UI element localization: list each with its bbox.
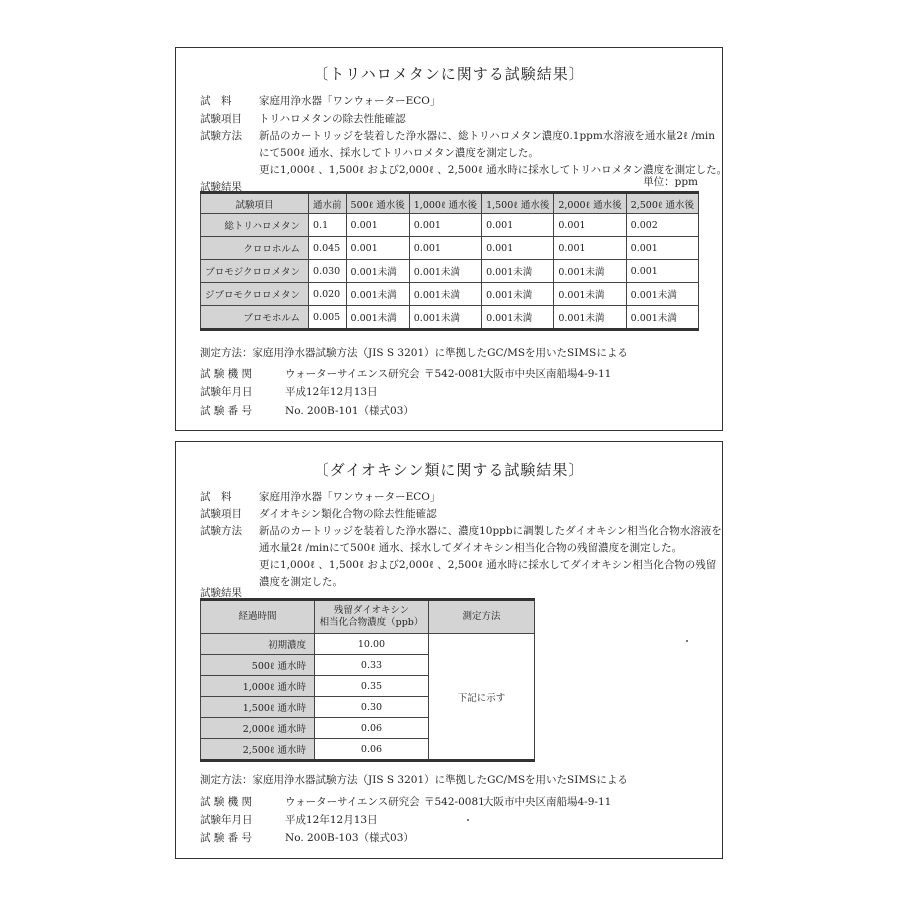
sample-value: 家庭用浄水器「ワンウォーターECO」 bbox=[259, 95, 441, 107]
table-header: 500ℓ 通水後 bbox=[346, 193, 409, 214]
org-value: ウォーターサイエンス研究会 bbox=[285, 368, 420, 380]
sample-label: 試 料 bbox=[200, 491, 232, 503]
table-cell: 0.001 bbox=[482, 214, 554, 237]
item-value: トリハロメタンの除去性能確認 bbox=[259, 113, 406, 125]
table-header bbox=[315, 600, 429, 634]
item-label: 試験項目 bbox=[200, 113, 242, 125]
table-cell: 0.001 bbox=[482, 237, 554, 260]
method-label: 試験方法 bbox=[200, 130, 242, 142]
table-cell: 0.1 bbox=[309, 214, 347, 237]
row-label: 1,500ℓ 通水時 bbox=[201, 697, 315, 718]
report-title: 〔ダイオキシン類に関する試験結果〕 bbox=[313, 461, 585, 479]
row-label: 総トリハロメタン bbox=[201, 214, 309, 237]
method-line-3: 更に1,000ℓ 、1,500ℓ および2,000ℓ 、2,500ℓ 通水時に採水してトリハロメタン濃度を測定した。 bbox=[259, 164, 728, 176]
table-header: 2,000ℓ 通水後 bbox=[554, 193, 626, 214]
date-label: 試験年月日 bbox=[200, 386, 253, 398]
method-cell: 下記に示す bbox=[429, 634, 535, 761]
header-line: 相当化合物濃度（ppb） bbox=[319, 617, 424, 628]
report-title: 〔トリハロメタンに関する試験結果〕 bbox=[313, 65, 585, 83]
date-value: 平成12年12月13日 bbox=[285, 386, 378, 398]
row-label: 500ℓ 通水時 bbox=[201, 655, 315, 676]
number-value: No. 200B-103（様式03） bbox=[285, 832, 414, 844]
table-cell: 0.001 bbox=[626, 237, 698, 260]
method-line-2: にて500ℓ 通水、採水してトリハロメタン濃度を測定した。 bbox=[259, 147, 539, 159]
table-header: 1,500ℓ 通水後 bbox=[482, 193, 554, 214]
method-line-2: 通水量2ℓ /minにて500ℓ 通水、採水してダイオキシン相当化合物の残留濃度を測定した。 bbox=[259, 542, 683, 554]
measure-method: 測定方法：家庭用浄水器試験方法（JIS S 3201）に準拠したGC/MSを用いたSIMSによる bbox=[200, 347, 628, 359]
table-cell: 0.001未満 bbox=[409, 283, 481, 306]
org-label: 試 験 機 関 bbox=[200, 796, 253, 808]
dioxin-table bbox=[200, 598, 535, 762]
speck bbox=[467, 819, 469, 821]
org-label: 試 験 機 関 bbox=[200, 368, 253, 380]
table-cell: 0.06 bbox=[315, 739, 429, 761]
number-label: 試 験 番 号 bbox=[200, 405, 253, 417]
dioxin-report bbox=[175, 441, 723, 859]
table-cell: 0.001 bbox=[554, 237, 626, 260]
table-cell: 0.001未満 bbox=[482, 260, 554, 283]
table-cell: 0.30 bbox=[315, 697, 429, 718]
table-cell: 0.001未満 bbox=[346, 283, 409, 306]
sample-value: 家庭用浄水器「ワンウォーターECO」 bbox=[259, 491, 441, 503]
results-label: 試験結果 bbox=[200, 181, 242, 193]
table-cell: 0.001未満 bbox=[409, 260, 481, 283]
postal-code: 〒542-0081 bbox=[424, 368, 485, 380]
table-header: 測定方法 bbox=[429, 600, 535, 634]
date-label: 試験年月日 bbox=[200, 814, 253, 826]
table-row bbox=[201, 306, 699, 330]
unit-label: 単位：ppm bbox=[643, 176, 698, 188]
table-row bbox=[201, 283, 699, 306]
table-cell: 0.001未満 bbox=[554, 306, 626, 330]
measure-method: 測定方法：家庭用浄水器試験方法（JIS S 3201）に準拠したGC/MSを用いたSIMSによる bbox=[200, 774, 628, 786]
table-cell: 0.001未満 bbox=[482, 283, 554, 306]
trihalomethane-table bbox=[200, 191, 699, 331]
table-cell: 0.001 bbox=[626, 260, 698, 283]
table-cell: 0.045 bbox=[309, 237, 347, 260]
table-cell: 0.35 bbox=[315, 676, 429, 697]
date-value: 平成12年12月13日 bbox=[285, 814, 378, 826]
table-cell: 0.001未満 bbox=[626, 306, 698, 330]
org-value: ウォーターサイエンス研究会 bbox=[285, 796, 420, 808]
table-cell: 0.001未満 bbox=[626, 283, 698, 306]
table-cell: 0.001 bbox=[346, 237, 409, 260]
method-line-1: 新品のカートリッジを装着した浄水器に、濃度10ppbに調製したダイオキシン相当化合物水溶液を bbox=[259, 525, 722, 537]
table-cell: 0.005 bbox=[309, 306, 347, 330]
method-line-4: 濃度を測定した。 bbox=[259, 576, 343, 588]
table-cell: 0.001未満 bbox=[346, 260, 409, 283]
method-line-3: 更に1,000ℓ 、1,500ℓ および2,000ℓ 、2,500ℓ 通水時に採水してダイオキシン相当化合物の残留 bbox=[259, 559, 717, 571]
table-header: 試験項目 bbox=[201, 193, 309, 214]
table-cell: 0.001 bbox=[554, 214, 626, 237]
sample-label: 試 料 bbox=[200, 95, 232, 107]
row-label: ブロモホルム bbox=[201, 306, 309, 330]
table-cell: 0.001未満 bbox=[346, 306, 409, 330]
table-cell: 0.001未満 bbox=[409, 306, 481, 330]
table-header: 経過時間 bbox=[201, 600, 315, 634]
number-label: 試 験 番 号 bbox=[200, 832, 253, 844]
table-cell: 10.00 bbox=[315, 634, 429, 655]
postal-code: 〒542-0081 bbox=[424, 796, 485, 808]
number-value: No. 200B-101（様式03） bbox=[285, 405, 414, 417]
table-cell: 0.06 bbox=[315, 718, 429, 739]
method-label: 試験方法 bbox=[200, 525, 242, 537]
table-row bbox=[201, 634, 535, 655]
item-value: ダイオキシン類化合物の除去性能確認 bbox=[259, 508, 437, 520]
row-label: 1,000ℓ 通水時 bbox=[201, 676, 315, 697]
table-header: 1,000ℓ 通水後 bbox=[409, 193, 481, 214]
table-row bbox=[201, 260, 699, 283]
table-cell: 0.001 bbox=[409, 237, 481, 260]
table-cell: 0.001 bbox=[346, 214, 409, 237]
table-row bbox=[201, 237, 699, 260]
header-line: 残留ダイオキシン bbox=[333, 605, 410, 616]
speck bbox=[686, 640, 688, 642]
table-cell: 0.001未満 bbox=[554, 283, 626, 306]
row-label: クロロホルム bbox=[201, 237, 309, 260]
results-label: 試験結果 bbox=[200, 587, 242, 599]
table-cell: 0.001未満 bbox=[554, 260, 626, 283]
table-cell: 0.002 bbox=[626, 214, 698, 237]
row-label: 2,500ℓ 通水時 bbox=[201, 739, 315, 761]
address: 大阪市中央区南船場4-9-11 bbox=[483, 368, 612, 380]
trihalomethane-report bbox=[175, 47, 728, 431]
row-label: ジブロモクロロメタン bbox=[201, 283, 309, 306]
table-cell: 0.001 bbox=[409, 214, 481, 237]
table-cell: 0.030 bbox=[309, 260, 347, 283]
row-label: 2,000ℓ 通水時 bbox=[201, 718, 315, 739]
table-row bbox=[201, 214, 699, 237]
table-cell: 0.020 bbox=[309, 283, 347, 306]
method-line-1: 新品のカートリッジを装着した浄水器に、総トリハロメタン濃度0.1ppm水溶液を通水量2ℓ /min bbox=[259, 130, 716, 142]
row-label: ブロモジクロロメタン bbox=[201, 260, 309, 283]
row-label: 初期濃度 bbox=[201, 634, 315, 655]
table-cell: 0.33 bbox=[315, 655, 429, 676]
table-header: 通水前 bbox=[309, 193, 347, 214]
table-cell: 0.001未満 bbox=[482, 306, 554, 330]
address: 大阪市中央区南船場4-9-11 bbox=[483, 796, 612, 808]
item-label: 試験項目 bbox=[200, 508, 242, 520]
table-header: 2,500ℓ 通水後 bbox=[626, 193, 698, 214]
